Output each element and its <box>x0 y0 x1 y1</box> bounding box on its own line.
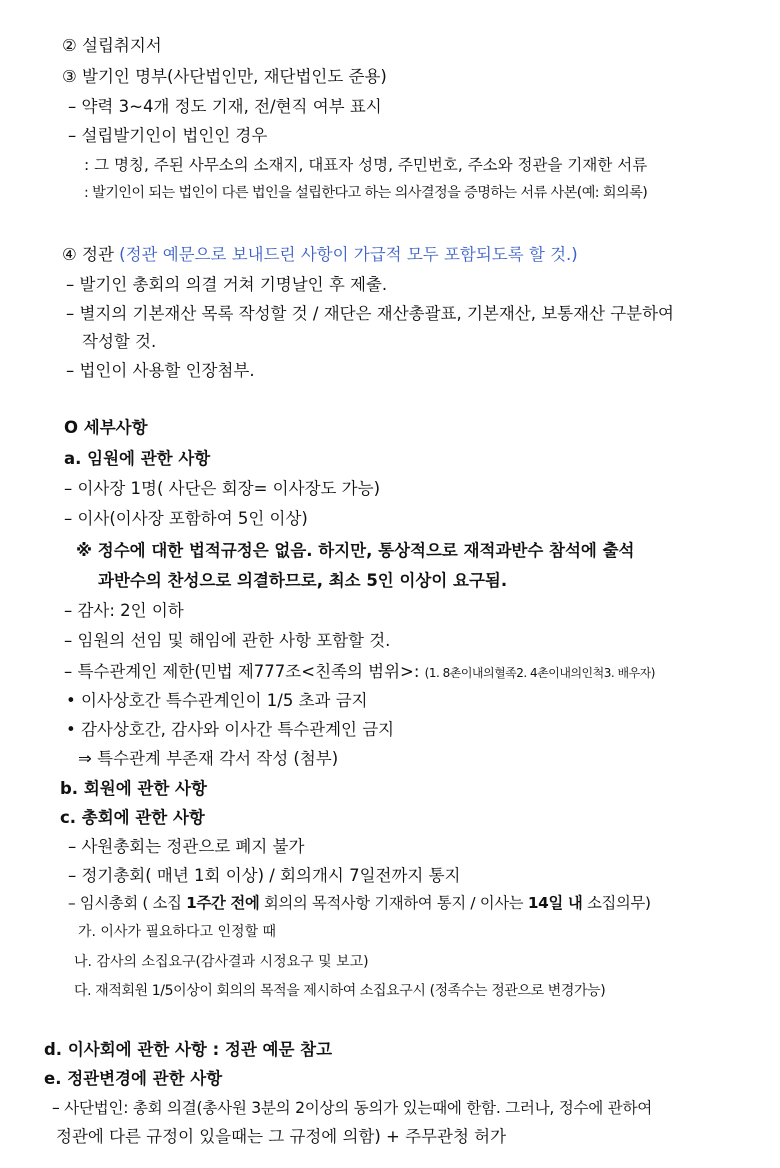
item-4-heading <box>62 245 578 265</box>
note-line-cont: 과반수의 찬성으로 의결하므로, 최소 5인 이상이 요구됨. <box>98 571 508 590</box>
subsection-heading: d. 이사회에 관한 사항 : 정관 예문 참고 <box>44 1040 333 1059</box>
bullet-line: – 법인이 사용할 인장첨부. <box>66 361 255 380</box>
bullet-line: – 정기총회( 매년 1회 이상) / 회의개시 7일전까지 통지 <box>68 866 461 885</box>
subsection-heading: b. 회원에 관한 사항 <box>60 779 207 798</box>
section-heading: O 세부사항 <box>64 418 148 437</box>
bullet-line: – 사원총회는 정관으로 폐지 불가 <box>68 837 305 856</box>
subsection-heading: c. 총회에 관한 사항 <box>60 808 205 827</box>
subsection-heading: a. 임원에 관한 사항 <box>64 449 211 468</box>
detail-line: : 발기인이 되는 법인이 다른 법인을 설립한다고 하는 의사결정을 증명하는 서류 사본(예: 회의록) <box>84 185 648 201</box>
emphasis: 1주간 전에 <box>186 894 260 912</box>
bullet-line: – 발기인 총회의 의결 거쳐 기명날인 후 제출. <box>66 275 388 294</box>
text: – 특수관계인 제한(민법 제777조<친족의 범위>: <box>64 662 425 681</box>
numbered-item: 가. 이사가 필요하다고 인정할 때 <box>78 924 277 940</box>
bullet-line: – 약력 3~4개 정도 기재, 전/현직 여부 표시 <box>68 97 382 116</box>
dot-bullet: • 감사상호간, 감사와 이사간 특수관계인 금지 <box>66 720 395 739</box>
note-line: ※ 정수에 대한 법적규정은 없음. 하지만, 통상적으로 재적과반수 참석에 출석 <box>76 541 635 560</box>
bullet-line <box>68 894 651 912</box>
bullet-line <box>64 662 655 682</box>
arrow-line: ⇒ 특수관계 부존재 각서 작성 (첨부) <box>78 749 339 768</box>
bullet-line: – 별지의 기본재산 목록 작성할 것 / 재단은 재산총괄표, 기본재산, 보통재산 구분하여 <box>66 304 674 323</box>
bullet-line: – 이사(이사장 포함하여 5인 이상) <box>64 509 308 528</box>
bullet-line: – 설립발기인이 법인인 경우 <box>68 126 268 145</box>
dot-bullet: • 이사상호간 특수관계인이 1/5 초과 금지 <box>66 691 368 710</box>
numbered-item: 나. 감사의 소집요구(감사결과 시정요구 및 보고) <box>74 954 369 970</box>
numbered-item: 다. 재적회원 1/5이상이 회의의 목적을 제시하여 소집요구시 (정족수는 정관으로 변경가능) <box>74 983 606 999</box>
text: 소집의무) <box>582 894 651 912</box>
subsection-heading: e. 정관변경에 관한 사항 <box>44 1069 223 1088</box>
heading-text: ④ 정관 <box>62 245 120 264</box>
bullet-line-cont: 정관에 다른 규정이 있을때는 그 규정에 의함) + 주무관청 허가 <box>56 1127 507 1146</box>
item-2-heading: ② 설립취지서 <box>62 36 162 55</box>
item-3-heading: ③ 발기인 명부(사단법인만, 재단법인도 준용) <box>62 67 387 86</box>
emphasis: 14일 내 <box>527 894 583 912</box>
bullet-line: – 임원의 선임 및 해임에 관한 사항 포함할 것. <box>64 631 391 650</box>
bullet-line: – 사단법인: 총회 의결(총사원 3분의 2이상의 동의가 있는때에 한함. 그러나, 정수에 관하여 <box>52 1099 652 1117</box>
text: 회의의 목적사항 기재하여 통지 / 이사는 <box>259 894 528 912</box>
note-text: (정관 예문으로 보내드린 사항이 가급적 모두 포함되도록 할 것.) <box>119 245 578 264</box>
kinship-note: (1. 8촌이내의혈족2. 4촌이내의인척3. 배우자) <box>424 666 655 680</box>
detail-line: : 그 명칭, 주된 사무소의 소재지, 대표자 성명, 주민번호, 주소와 정관을 기재한 서류 <box>84 156 648 174</box>
bullet-line: – 감사: 2인 이하 <box>64 601 184 620</box>
text: – 임시총회 ( 소집 <box>68 894 187 912</box>
bullet-line: – 이사장 1명( 사단은 회장= 이사장도 가능) <box>64 479 381 498</box>
bullet-line-cont: 작성할 것. <box>82 332 157 351</box>
